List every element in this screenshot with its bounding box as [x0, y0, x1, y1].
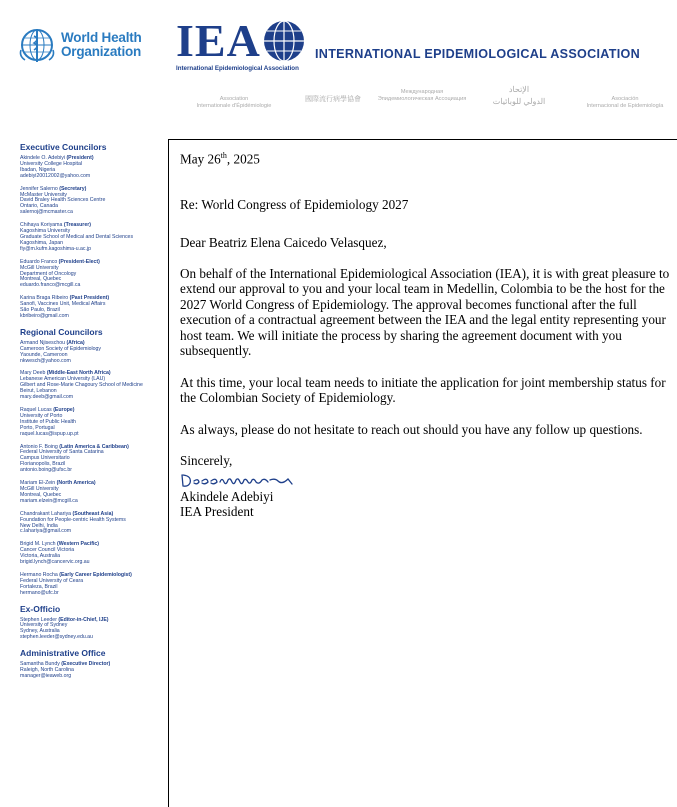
councilor-detail-line: Victoria, Australia: [20, 553, 60, 560]
councilor-detail-line: Sydney, Australia: [20, 628, 60, 635]
councilor-entry: [20, 260, 165, 290]
councilor-role: (North America): [56, 480, 96, 487]
councilor-detail-line[interactable]: mary.deeb@gmail.com: [20, 394, 74, 401]
councilor-role: (Early Career Epidemiologist): [59, 571, 132, 578]
administrative-office-title: Administrative Office: [20, 648, 106, 659]
letter-paragraph-1: On behalf of the International Epidemiological Association (IEA), it is with great pleasure to extend our approval to you and your local team in Medellin, Colombia to be the host for the 2027 World Congress of Epidemiology. The approval becomes functional after the full execution of a contractual agreement between the IEA and the legal entity representing your host team. We will initiate the process by sharing the agreement document with you subsequently.: [180, 265, 670, 359]
councilor-name: Raquel Lucas: [20, 407, 52, 413]
who-name-line1: World Health: [61, 30, 142, 45]
councilor-name: Chandrakant Lahariya: [20, 510, 72, 517]
executive-list: [20, 156, 165, 320]
who-name-line2: Organization: [61, 44, 142, 59]
councilor-detail-line: Fortaleza, Brazil: [20, 583, 58, 590]
councilor-detail-line: Gilbert and Rose-Marie Chagoury School of Medicine: [20, 382, 143, 389]
translation-chinese: 國際流行病學協會: [305, 96, 361, 103]
councilor-detail-line: Sanofi, Vaccines Unit, Medical Affairs: [20, 301, 106, 308]
councilor-detail-line: Lebanese American University (LAU): [20, 376, 106, 383]
regional-list: [20, 341, 165, 597]
councilor-detail-line[interactable]: hermano@ufc.br: [20, 589, 59, 596]
councilor-role: (President): [66, 155, 94, 161]
councilor-entry: [20, 445, 165, 475]
councilor-detail-line[interactable]: nkwesch@yahoo.com: [20, 357, 71, 364]
councilor-detail-line: Porto, Portugal: [20, 424, 55, 431]
councilor-detail-line: University of Porto: [20, 412, 63, 419]
letter-salutation: Dear Beatriz Elena Caicedo Velasquez,: [180, 235, 387, 251]
signer-name: Akindele Adebiyi: [180, 488, 274, 504]
councilor-detail-line: Ontario, Canada: [20, 203, 59, 210]
councilor-name: Jennifer Salerno: [20, 185, 58, 192]
councilor-role: (President-Elect): [58, 258, 100, 265]
councilor-detail-line[interactable]: mariam.elzein@mcgill.ca: [20, 497, 78, 504]
translation-arabic: الإتحاد الدولي للوبائيات: [492, 85, 546, 106]
councilor-detail-line: Federal University of Ceara: [20, 577, 84, 584]
councilor-role: (Southeast Asia): [72, 510, 114, 517]
councilor-role: (Africa): [66, 339, 85, 346]
councilor-detail-line: Graduate School of Medical and Dental Sciences: [20, 233, 134, 240]
councilor-entry: [20, 223, 165, 253]
councilor-entry: [20, 481, 165, 505]
councilor-name: Akindele O. Adebiyi: [20, 155, 65, 161]
councilor-detail-line[interactable]: antonio.boing@ufsc.br: [20, 467, 72, 474]
regional-councilors-title: Regional Councilors: [20, 326, 103, 337]
councilor-entry: [20, 187, 165, 217]
letter-date: May 26th, 2025: [180, 151, 260, 167]
councilor-detail-line: University College Hospital: [20, 160, 82, 167]
councilor-role: (Middle-East North Africa): [46, 370, 111, 377]
letter-closing: Sincerely,: [180, 453, 233, 469]
letter-paragraph-2: At this time, your local team needs to initiate the application for joint membership status for the Colombian Society of Epidemiology.: [180, 374, 666, 406]
councilor-entry: [20, 408, 165, 438]
councilor-detail-line[interactable]: stephen.leeder@sydney.edu.au: [20, 634, 93, 641]
councilor-entry: [20, 341, 165, 365]
councilor-role: (Past President): [69, 295, 110, 302]
councilor-detail-line[interactable]: eduardo.franco@mcgill.ca: [20, 282, 81, 289]
translation-russian: Международная Эпидемиологическая Ассоциация: [377, 89, 467, 102]
iea-logo-tagline: International Epidemiological Association: [176, 65, 299, 72]
councilor-detail-line[interactable]: kbribeiro@gmail.com: [20, 312, 69, 319]
letter-paragraph-3: As always, please do not hesitate to reach out should you have any follow up questions.: [180, 421, 643, 437]
councilor-detail-line: Foundation for People-centric Health Systems: [20, 516, 126, 523]
letter-body: [180, 148, 670, 520]
councilor-name: Chihaya Koriyama: [20, 222, 63, 229]
councilor-detail-line: Federal University of Santa Catarina: [20, 449, 104, 456]
councilor-detail-line[interactable]: salernoj@mcmaster.ca: [20, 209, 73, 216]
councilor-name: Stephen Leeder: [20, 616, 57, 623]
councilor-entry: [20, 618, 165, 642]
councilor-role: (Europe): [53, 407, 75, 413]
iea-logo-text: IEA: [176, 15, 261, 66]
councilor-name: Samantha Bundy: [20, 661, 60, 668]
councilor-detail-line: Yaounde, Cameroon: [20, 351, 68, 358]
councilor-detail-line: Montreal, Quebec: [20, 491, 62, 498]
signer-title: IEA President: [180, 504, 254, 520]
councilor-detail-line: Cancer Council Victoria: [20, 547, 75, 554]
ex-officio-title: Ex-Officio: [20, 603, 61, 614]
letter-subject: Re: World Congress of Epidemiology 2027: [180, 196, 409, 212]
who-emblem-icon: [18, 26, 56, 64]
signature-icon: [180, 471, 320, 489]
councilor-detail-line[interactable]: c.lahariya@gmail.com: [20, 528, 72, 535]
councilor-name: Hermano Rocha: [20, 571, 58, 578]
councilor-entry: [20, 512, 165, 536]
councilor-detail-line: McGill University: [20, 264, 59, 271]
iea-logo: [176, 15, 306, 72]
iea-full-name: INTERNATIONAL EPIDEMIOLOGICAL ASSOCIATION: [315, 47, 641, 61]
globe-icon: [262, 19, 306, 63]
councilor-detail-line: Campus Universitario: [20, 455, 70, 462]
councilor-detail-line: Department of Oncology: [20, 270, 77, 277]
councilor-detail-line: Cameroon Society of Epidemiology: [20, 345, 102, 352]
ex-officio-list: [20, 618, 165, 642]
councilor-name: Brigid M. Lynch: [20, 541, 56, 548]
councilor-role: (Secretary): [59, 185, 87, 192]
councilor-detail-line: Raleigh, North Carolina: [20, 667, 74, 674]
councilor-detail-line: McGill University: [20, 485, 59, 492]
councilor-role: (Editor-in-Chief, IJE): [58, 616, 109, 623]
councilor-detail-line: Beirut, Lebanon: [20, 388, 57, 395]
councilor-role: (Latin America & Caribbean): [59, 443, 129, 450]
councilor-detail-line: Florianopolis, Brazil: [20, 461, 66, 468]
admin-list: [20, 662, 165, 680]
councilor-entry: [20, 662, 165, 680]
councilor-name: Karina Braga Ribeiro: [20, 295, 69, 302]
councilor-detail-line: São Paulo, Brazil: [20, 307, 60, 314]
who-logo: [18, 26, 142, 64]
executive-councilors-title: Executive Councilors: [20, 142, 107, 152]
councilor-detail-line[interactable]: manager@ieaweb.org: [20, 673, 72, 679]
councilor-name: Antonio F. Boing: [20, 443, 58, 450]
councilor-name: Mary Deeb: [20, 370, 46, 377]
councilor-name: Eduardo Franco: [20, 258, 58, 265]
councilor-detail-line: University of Sydney: [20, 622, 68, 629]
councilor-detail-line[interactable]: brigid.lynch@cancervic.org.au: [20, 559, 90, 566]
councilor-detail-line: Kagoshima University: [20, 228, 71, 235]
sidebar: [20, 142, 165, 687]
councilor-detail-line: McMaster University: [20, 191, 67, 198]
councilor-detail-line[interactable]: fiy@m.kufm.kagoshima-u.ac.jp: [20, 245, 91, 252]
translation-spanish: Asociación Internacional de Epidemiología: [586, 96, 664, 109]
councilor-detail-line: New Delhi, India: [20, 522, 58, 529]
councilor-entry: [20, 573, 165, 597]
councilor-detail-line: Ibadan, Nigeria: [20, 166, 56, 173]
councilor-name: Mariam El-Zein: [20, 480, 56, 487]
councilor-entry: [20, 156, 165, 180]
councilor-entry: [20, 542, 165, 566]
councilor-detail-line: Montreal, Quebec: [20, 276, 62, 283]
councilor-detail-line: Institute of Public Health: [20, 418, 76, 425]
councilor-detail-line: David Braley Health Sciences Centre: [20, 197, 106, 204]
councilor-name: Armand Njiseschou: [20, 339, 65, 346]
sidebar-divider: [168, 140, 169, 807]
councilor-role: (Executive Director): [61, 661, 111, 668]
councilor-entry: [20, 371, 165, 401]
councilor-detail-line: Kagoshima, Japan: [20, 239, 63, 246]
translation-french: Association Internationale d'Épidémiologie: [196, 96, 272, 109]
header-divider: [168, 139, 677, 140]
councilor-detail-line[interactable]: adebiyi2001200​2@yahoo.com: [20, 172, 91, 179]
councilor-role: (Treasurer): [63, 222, 91, 229]
councilor-entry: [20, 296, 165, 320]
councilor-role: (Western Pacific): [57, 541, 100, 548]
councilor-detail-line[interactable]: raquel.lucas@ispup.up.pt: [20, 430, 79, 437]
